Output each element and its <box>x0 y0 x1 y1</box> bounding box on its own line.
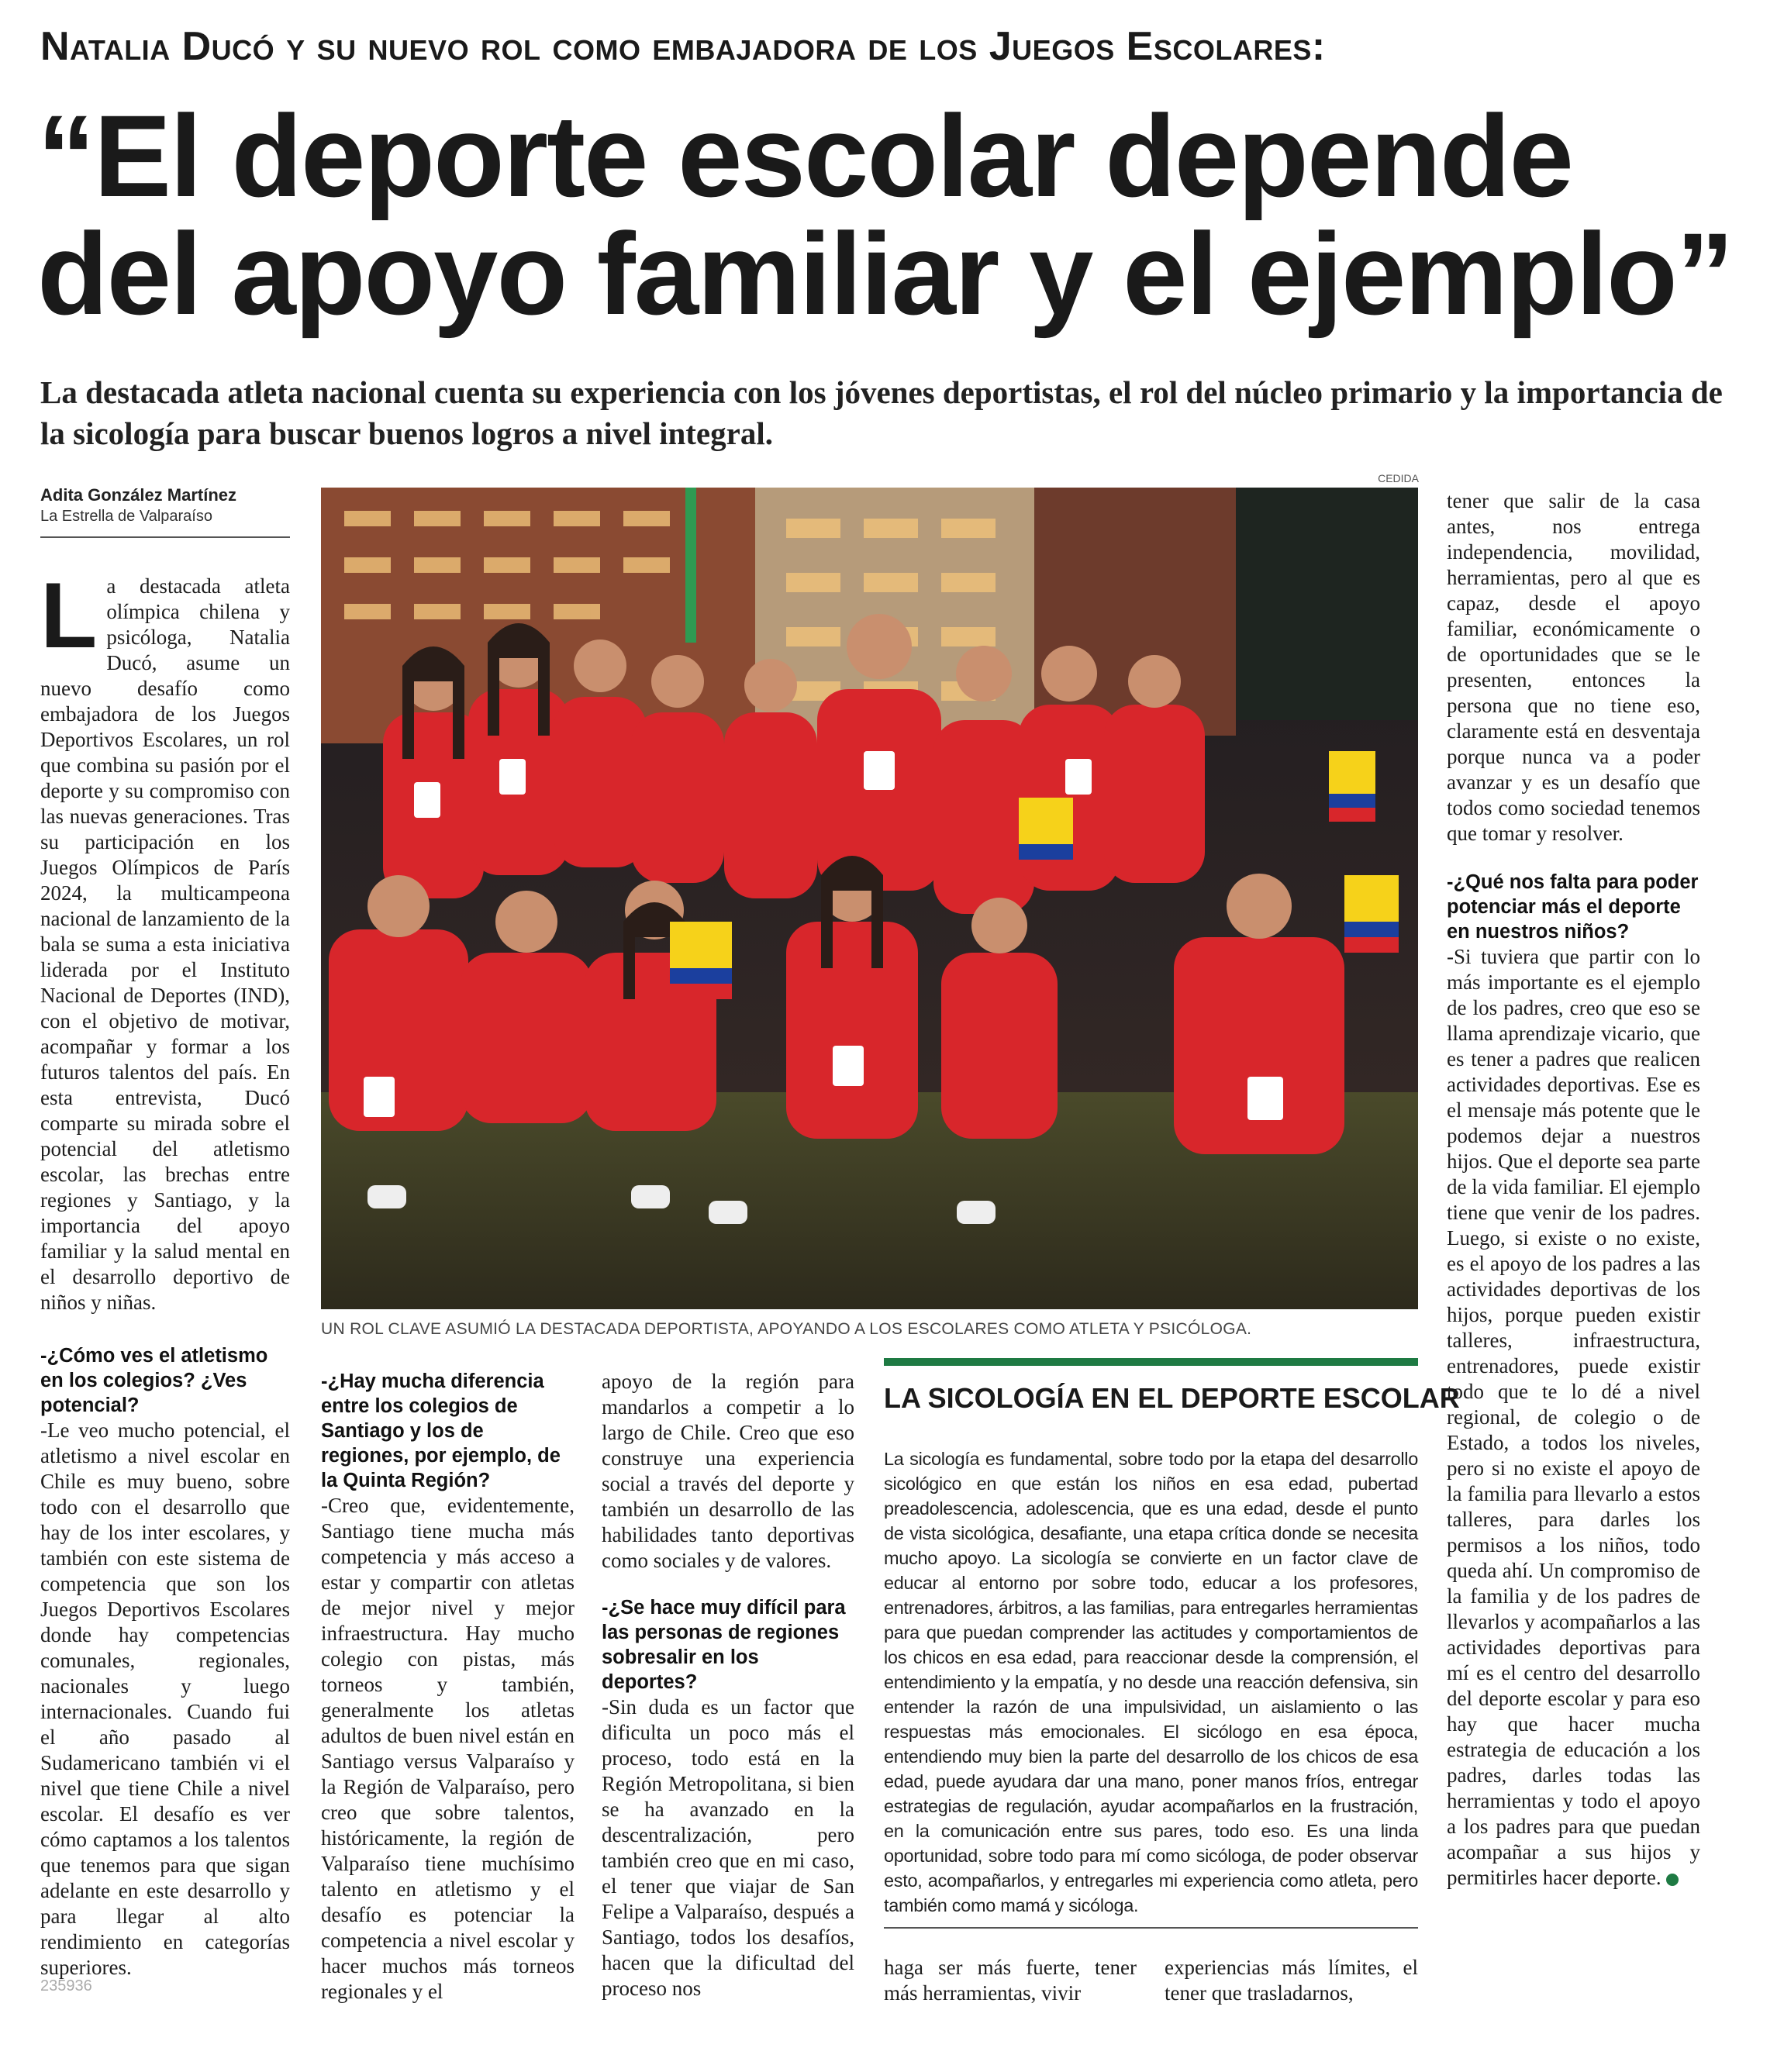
end-mark-icon <box>1666 1874 1679 1886</box>
question-4: -¿Qué nos falta para poder potenciar más el deporte en nuestros niños? <box>1447 871 1699 943</box>
answer-3: -Sin duda es un factor que dificulta un poco más el proceso, todo está en la Región Metropolitana, si bien se ha avanzado en la descentralización, pero también creo que en mi caso, el tener que viajar de San Felipe a Valparaíso, después a Santiago, todos los desafíos, hacen que la dificultad del proceso nos <box>602 1695 854 2000</box>
answer-1: -Le veo mucho potencial, el atletismo a nivel escolar en Chile es muy bueno, sobre todo con el desarrollo que hay de los inter escolares, y también con este sistema de competencia que son los Juegos Deportivos Escolares donde hay competencias comunales, regionales, nacionales y luego internacionales. Cuando fui el año pasado al Sudamericano también vi el nivel que tiene Chile a nivel escolar. El desafío es ver cómo captamos a los talentos que tenemos para que sigan adelante en este desarrollo y para llegar al alto rendimiento en categorías superiores. <box>40 1419 290 1979</box>
intro-paragraph <box>40 564 290 1315</box>
answer-2-continued: apoyo de la región para mandarlos a competir a lo largo de Chile. Creo que eso construye una experiencia social a través del deporte y también un desarrollo de las habilidades tanto deportivas como sociales y de valores. <box>602 1370 854 1572</box>
drop-cap: L <box>40 564 98 667</box>
page-watermark: 235936 <box>40 1977 92 1994</box>
article-kicker: Natalia Ducó y su nuevo rol como embajadora de los Juegos Escolares: <box>40 24 1326 69</box>
photo-caption: UN ROL CLAVE ASUMIÓ LA DESTACADA DEPORTISTA, APOYANDO A LOS ESCOLARES COMO ATLETA Y PSICÓLOGA. <box>321 1320 1252 1338</box>
sidebar-accent-rule <box>884 1358 1418 1366</box>
answer-3-tail-right: experiencias más límites, el tener que trasladarnos, <box>1165 1956 1418 2005</box>
answer-3-tail-left: haga ser más fuerte, tener más herramientas, vivir <box>884 1956 1137 2005</box>
team-photo <box>321 488 1418 1309</box>
column-3 <box>602 1369 854 2001</box>
column-1-qa <box>40 1343 290 1981</box>
column-5 <box>1447 488 1700 1891</box>
answer-3-continued: tener que salir de la casa antes, nos entrega independencia, movilidad, herramientas, pero al que es capaz, desde el apoyo familiar, económicamente o de oportunidades que se le presenten, entonces la persona que no tiene eso, claramente está en desventaja porque nunca va a poder avanzar y es un desafío que todos como sociedad tenemos que tomar y resolver. <box>1447 489 1700 845</box>
answer-4-text: -Si tuviera que partir con lo más importante es el ejemplo de los padres, creo que eso se llama aprendizaje vicario, que es tener a padres que realicen actividades deportivas. Ese es el mensaje más potente que le podemos dejar a nuestros hijos. Que el deporte sea parte de la vida familiar. El ejemplo tiene que venir de los padres. Luego, si existe o no existe, es el apoyo de los padres a las actividades deportivas de los hijos, porque pueden existir talleres, infraestructura, entrenadores, puede existir todo que te lo dé a nivel regional, de colegio o de Estado, a todos los niveles, pero si no existe el apoyo de la familia para llevarlo a estos talleres, para darles los permisos a los niños, todo queda ahí. Un compromiso de la familia y de los padres de llevarlos y acompañarlos a las actividades deportivas para mí es el centro del desarrollo del deporte escolar y para eso hay que hacer mucha estrategia de educación a los padres, darles todas las herramientas y todo el apoyo a los padres para que puedan acompañar a sus hijos y permitirles hacer deporte. <box>1447 945 1700 1889</box>
question-2: -¿Hay mucha diferencia entre los colegios de Santiago y los de regiones, por ejemplo, de la Quinta Región? <box>321 1370 561 1491</box>
column-1 <box>40 564 290 1315</box>
intro-text: a destacada atleta olímpica chilena y psicóloga, Natalia Ducó, asume un nuevo desafío como embajadora de los Juegos Deportivos Escolares, un rol que combina su pasión por el deporte y su compromiso con las nuevas generaciones. Tras su participación en los Juegos Olímpicos de París 2024, la multicampeona nacional de lanzamiento de la bala se suma a esta iniciativa liderada por el Instituto Nacional de Deportes (IND), con el objetivo de motivar, acompañar y formar a los futuros talentos del país. En esta entrevista, Ducó comparte su mirada sobre el potencial del atletismo escolar, las brechas entre regiones y Santiago, y la importancia del apoyo familiar y la salud mental en el desarrollo deportivo de niños y niñas. <box>40 574 290 1314</box>
column-2 <box>321 1369 575 2005</box>
byline-publication: La Estrella de Valparaíso <box>40 508 212 525</box>
answer-4 <box>1447 944 1700 1891</box>
question-3: -¿Se hace muy difícil para las personas de regiones sobresalir en los deportes? <box>602 1597 846 1693</box>
byline-divider <box>40 536 290 538</box>
question-1: -¿Cómo ves el atletismo en los colegios? ¿Ves potencial? <box>40 1345 268 1416</box>
byline-author: Adita González Martínez <box>40 485 237 505</box>
article-deck: La destacada atleta nacional cuenta su experiencia con los jóvenes deportistas, el rol del núcleo primario y la importancia de la sicología para buscar buenos logros a nivel integral. <box>40 374 1723 451</box>
sidebar-title: LA SICOLOGÍA EN EL DEPORTE ESCOLAR <box>884 1382 1460 1414</box>
answer-2: -Creo que, evidentemente, Santiago tiene mucha más competencia y más acceso a estar y compartir con atletas de mejor nivel y mejor infraestructura. Hay mucho colegio con pistas, más torneos y también, generalmente los atletas adultos de buen nivel están en Santiago versus Valparaíso y la Región de Valparaíso, pero creo que sobre talentos, históricamente, la región de Valparaíso tiene muchísimo talento en atletismo y el desafío es potenciar la competencia a nivel escolar y hacer muchos más torneos regionales y el <box>321 1494 575 2003</box>
photo-credit: CEDIDA <box>1378 472 1419 484</box>
sidebar-text: La sicología es fundamental, sobre todo por la etapa del desarrollo sicológico en que están los niños en esa edad, pubertad preadolescencia, adolescencia, que es una edad, desde el punto de vista sicológica, desafiante, una etapa crítica donde se necesita mucho apoyo. La sicología se convierte en un factor clave de educar al entorno por sobre todo, educar a los profesores, entrenadores, árbitros, a las familias, para entregarles herramientas para que puedan comprender las actitudes y comportamientos de los chicos en esa edad, para reaccionar desde la comprensión, el entendimiento y la empatía, y no desde una reacción defensiva, sin entender la razón de una impulsividad, un aislamiento o las respuestas más emocionales. El sicólogo en esa época, entendiendo muy bien la parte del desarrollo de los chicos de esa edad, puede ayudara dar una mano, poner manos fríos, entregar estrategias de regulación, ayudar acompañarlos en la frustración, en la comunicación entre sus pares, todo eso. Es una linda oportunidad, sobre todo para mí como sicóloga, de poder observar esto, acompañarlos, y entregarles mi experiencia como atleta, pero también como mamá y sicóloga. <box>884 1449 1418 1915</box>
article-headline: “El deporte escolar depende del apoyo familiar y el ejemplo” <box>37 91 1733 339</box>
sidebar-bottom-rule <box>884 1927 1418 1929</box>
